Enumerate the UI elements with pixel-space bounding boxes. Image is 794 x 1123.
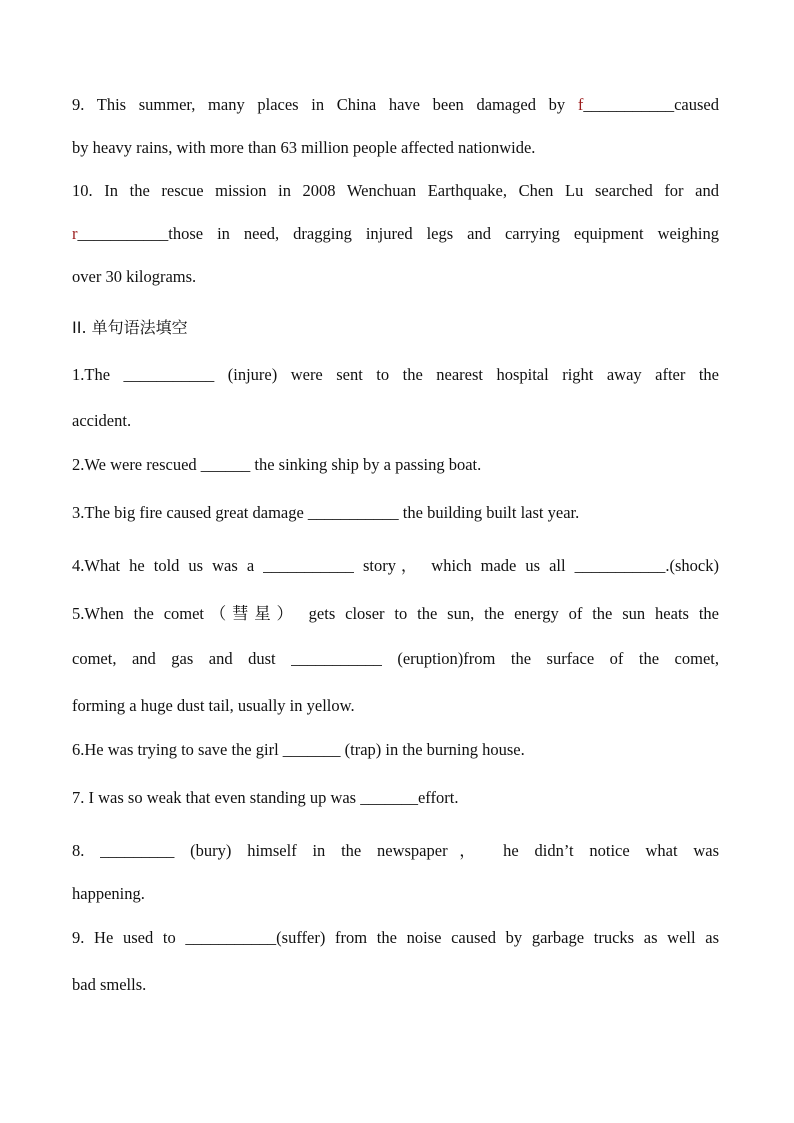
question-9-line-1: [72, 95, 719, 115]
question-10-line-2: [72, 224, 719, 244]
question-text: 9. This summer, many places in China have been damaged by: [72, 95, 578, 114]
hint-letter: f: [577, 95, 584, 114]
question-text: caused: [674, 95, 719, 114]
item-8-line-2: happening.: [72, 884, 145, 903]
item-7-line-1[interactable]: 7. I was so weak that even standing up was _______effort.: [72, 788, 459, 807]
item-5-line-3: forming a huge dust tail, usually in yellow.: [72, 696, 355, 715]
question-text: those in need, dragging injured legs and carrying equipment weighing: [168, 224, 719, 243]
item-4-line-1[interactable]: 4.What he told us was a ___________ story， which made us all ___________.(shock): [72, 556, 719, 575]
question-10-line-3: over 30 kilograms.: [72, 267, 197, 286]
item-9-line-1[interactable]: 9. He used to ___________(suffer) from the noise caused by garbage trucks as well as: [72, 928, 719, 947]
section-heading: II. 单句语法填空: [72, 318, 188, 337]
item-5-line-2[interactable]: comet, and gas and dust ___________ (eruption)from the surface of the comet,: [72, 649, 719, 668]
item-2-line-1[interactable]: 2.We were rescued ______ the sinking ship by a passing boat.: [72, 455, 482, 474]
item-5-line-1: 5.When the comet（彗星） gets closer to the sun, the energy of the sun heats the: [72, 604, 719, 623]
question-10-line-1: 10. In the rescue mission in 2008 Wenchuan Earthquake, Chen Lu searched for and: [72, 181, 719, 200]
item-8-line-1[interactable]: 8. _________ (bury) himself in the newspaper， he didn’t notice what was: [72, 841, 719, 860]
item-9-line-2: bad smells.: [72, 975, 147, 994]
answer-blank[interactable]: ___________: [583, 95, 675, 114]
answer-blank[interactable]: ___________: [77, 224, 169, 243]
item-1-line-2: accident.: [72, 411, 132, 430]
item-3-line-1[interactable]: 3.The big fire caused great damage ___________ the building built last year.: [72, 503, 580, 522]
item-6-line-1[interactable]: 6.He was trying to save the girl _______ (trap) in the burning house.: [72, 740, 525, 759]
hint-letter: r: [72, 224, 78, 243]
item-1-line-1[interactable]: 1.The ___________ (injure) were sent to the nearest hospital right away after the: [72, 365, 719, 384]
question-9-line-2: by heavy rains, with more than 63 million people affected nationwide.: [72, 138, 536, 157]
